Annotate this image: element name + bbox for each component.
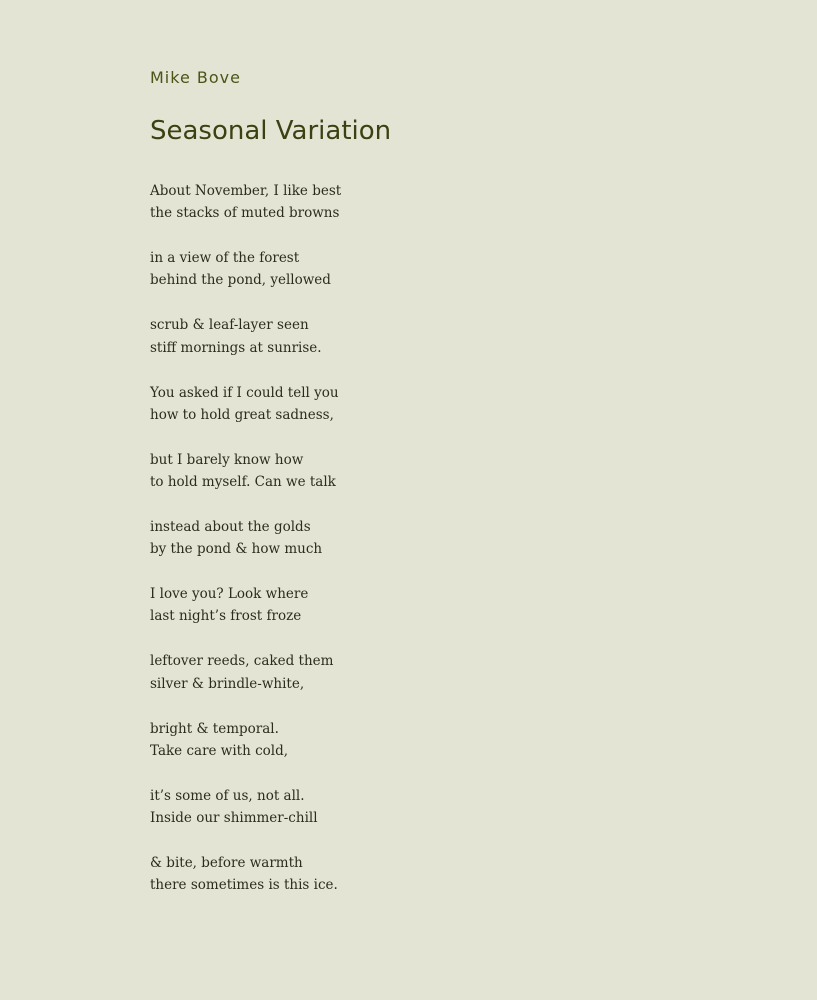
- stanza: [150, 718, 341, 763]
- poem-line: bright & temporal.: [150, 720, 279, 737]
- poem-line: About November, I like best: [150, 183, 342, 199]
- poem-line: instead about the golds: [150, 518, 311, 535]
- poem-line: by the pond & how much: [150, 541, 323, 558]
- stanza: [150, 583, 341, 628]
- stanza: [150, 247, 341, 292]
- stanza: [150, 785, 341, 830]
- poem-title: Seasonal Variation: [150, 116, 392, 146]
- author-name: Mike Bove: [150, 68, 241, 87]
- stanza: [150, 852, 341, 897]
- stanza: [150, 449, 341, 494]
- poem-line: but I barely know how: [150, 451, 304, 468]
- poem-line: & bite, before warmth: [150, 854, 303, 871]
- stanza: [150, 650, 341, 695]
- poem-line: silver & brindle-white,: [150, 675, 305, 692]
- poem-body: [150, 180, 341, 919]
- stanza: [150, 516, 341, 561]
- poem-line: You asked if I could tell you: [150, 384, 339, 401]
- poem-line: Inside our shimmer-chill: [150, 809, 318, 826]
- poem-line: the stacks of muted browns: [150, 205, 340, 222]
- poem-line: stiff mornings at sunrise.: [150, 339, 322, 356]
- poem-line: leftover reeds, caked them: [150, 653, 334, 670]
- poem-line: behind the pond, yellowed: [150, 272, 331, 289]
- poem-line: it’s some of us, not all.: [150, 787, 305, 804]
- stanza: [150, 180, 341, 225]
- poem-line: scrub & leaf-layer seen: [150, 317, 309, 334]
- poem-line: Take care with cold,: [150, 742, 289, 759]
- poem-line: to hold myself. Can we talk: [150, 474, 336, 491]
- poem-line: there sometimes is this ice.: [150, 877, 338, 894]
- poem-line: last night’s frost froze: [150, 608, 302, 625]
- poem-line: I love you? Look where: [150, 586, 309, 603]
- stanza: [150, 382, 341, 427]
- poem-line: in a view of the forest: [150, 250, 300, 267]
- poem-line: how to hold great sadness,: [150, 406, 334, 423]
- stanza: [150, 314, 341, 359]
